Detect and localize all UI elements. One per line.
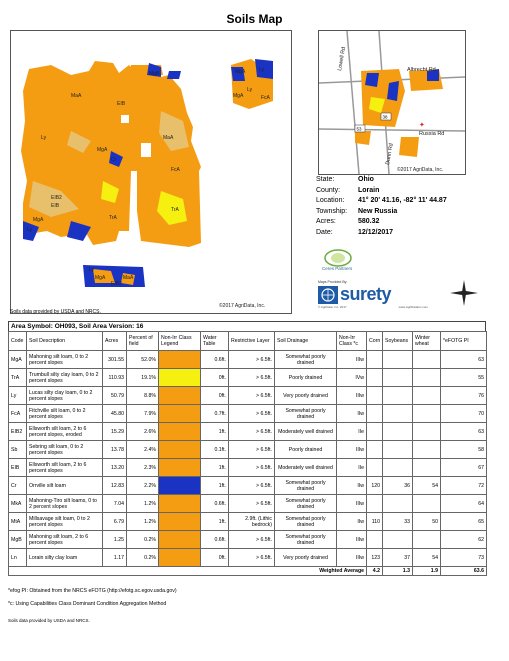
map-label: EIB	[117, 101, 126, 107]
cell-class: IIIw	[337, 387, 367, 405]
cell-restrict: > 6.5ft.	[229, 549, 275, 567]
col-header: Soil Description	[27, 332, 103, 351]
cell-water: 0ft.	[201, 387, 229, 405]
cell-drainage: Somewhat poorly drained	[275, 405, 337, 423]
cell-class: IIw	[337, 477, 367, 495]
cell-corn	[367, 459, 383, 477]
map-label: Ly	[89, 267, 95, 273]
road-label: Dunn Rd	[385, 142, 395, 166]
cell-desc: Fitchville silt loam, 0 to 2 percent slopes	[27, 405, 103, 423]
map-label: FcA	[261, 95, 270, 101]
legend-swatch	[159, 495, 201, 513]
cell-acres: 1.25	[103, 531, 127, 549]
cell-pi: 67	[441, 459, 487, 477]
cell-acres: 12.83	[103, 477, 127, 495]
cell-class: IIe	[337, 423, 367, 441]
cell-pct: 8.8%	[127, 387, 159, 405]
table-row	[9, 405, 487, 423]
cell-desc: Millsavage silt loam, 0 to 2 percent slopes	[27, 513, 103, 531]
cell-water: 1ft.	[201, 459, 229, 477]
cell-restrict: > 6.5ft.	[229, 531, 275, 549]
cell-pct: 2.2%	[127, 477, 159, 495]
cell-soy	[383, 405, 413, 423]
state-label: State:	[316, 176, 335, 183]
cell-corn: 110	[367, 513, 383, 531]
cell-class: IIIw	[337, 441, 367, 459]
loc-map-copyright: ©2017 AgriData, Inc.	[397, 167, 444, 173]
cell-water: 0ft.	[201, 369, 229, 387]
cell-pi: 64	[441, 495, 487, 513]
road-label: Lowell Rd	[337, 46, 348, 72]
legend-color	[159, 423, 200, 440]
cell-desc: Lucas silty clay loam, 0 to 2 percent slopes	[27, 387, 103, 405]
map-label: MgB	[149, 71, 160, 77]
legend-color	[159, 531, 200, 548]
legend-color	[159, 513, 200, 530]
cell-soy	[383, 531, 413, 549]
acres-label: Acres:	[316, 218, 336, 225]
map-label: Ly	[247, 87, 253, 93]
cell-class: IIw	[337, 405, 367, 423]
legend-swatch	[159, 351, 201, 369]
cell-code: Ly	[9, 387, 27, 405]
map-label: Cr	[111, 157, 117, 163]
map-label: MaA	[123, 275, 134, 281]
cell-wheat: 54	[413, 549, 441, 567]
cell-acres: 110.93	[103, 369, 127, 387]
legend-color	[159, 549, 200, 566]
cell-wheat	[413, 387, 441, 405]
cell-wheat	[413, 441, 441, 459]
cell-pct: 2.6%	[127, 423, 159, 441]
cell-code: TrA	[9, 369, 27, 387]
cell-pct: 0.2%	[127, 549, 159, 567]
location-info	[316, 175, 447, 238]
table-header-row	[9, 332, 487, 351]
cell-code: MkA	[9, 495, 27, 513]
cell-code: MgA	[9, 351, 27, 369]
cell-wheat	[413, 423, 441, 441]
table-row	[9, 549, 487, 567]
col-header: Non-Irr Class Legend	[159, 332, 201, 351]
cell-drainage: Very poorly drained	[275, 549, 337, 567]
legend-color	[159, 405, 200, 422]
cell-class: IIw	[337, 513, 367, 531]
legend-swatch	[159, 423, 201, 441]
cell-code: Cr	[9, 477, 27, 495]
soil-table-section	[8, 321, 486, 576]
cell-desc: Ellsworth silt loam, 2 to 6 percent slopes	[27, 459, 103, 477]
location-map	[318, 30, 466, 175]
col-header: Percent of field	[127, 332, 159, 351]
county-value: Lorain	[358, 186, 380, 194]
cell-class: IIIw	[337, 531, 367, 549]
state-value: Ohio	[358, 176, 374, 183]
surety-sub: © AgriData, Inc. 2017	[318, 305, 347, 309]
route-shield: 38	[382, 114, 388, 120]
total-corn: 4.2	[367, 567, 383, 576]
map-copyright: ©2017 AgriData, Inc.	[219, 303, 266, 309]
maps-provided-label: Maps Provided By:	[318, 280, 348, 284]
cell-pi: 70	[441, 405, 487, 423]
cell-class: IIIw	[337, 549, 367, 567]
col-header: Soybeans	[383, 332, 413, 351]
legend-color	[159, 387, 200, 404]
cell-acres: 13.78	[103, 441, 127, 459]
map-label: MgA	[233, 93, 244, 99]
cell-drainage: Poorly drained	[275, 441, 337, 459]
cell-pct: 2.3%	[127, 459, 159, 477]
cell-water: 0.6ft.	[201, 531, 229, 549]
cell-corn	[367, 531, 383, 549]
table-row	[9, 351, 487, 369]
cell-pct: 1.2%	[127, 513, 159, 531]
legend-color	[159, 477, 200, 494]
table-row	[9, 441, 487, 459]
cell-acres: 301.55	[103, 351, 127, 369]
cell-soy	[383, 351, 413, 369]
soils-map	[10, 30, 292, 314]
cell-wheat: 50	[413, 513, 441, 531]
location-label: Location:	[316, 197, 345, 204]
cell-water: 1ft.	[201, 513, 229, 531]
location-map-graphic	[319, 31, 465, 174]
cell-restrict: > 6.5ft.	[229, 369, 275, 387]
legend-swatch	[159, 477, 201, 495]
col-header: Winter wheat	[413, 332, 441, 351]
compass-graphic	[446, 278, 482, 308]
cell-wheat	[413, 405, 441, 423]
cell-corn	[367, 387, 383, 405]
cell-acres: 15.29	[103, 423, 127, 441]
acres-value: 580.32	[358, 218, 380, 225]
cell-code: EIB2	[9, 423, 27, 441]
total-soy: 1.3	[383, 567, 413, 576]
route-shield: 53	[356, 126, 362, 132]
map-label: EIB	[51, 203, 60, 209]
cell-pi: 73	[441, 549, 487, 567]
col-header: Acres	[103, 332, 127, 351]
map-label: Ly	[259, 67, 265, 73]
cell-code: MgB	[9, 531, 27, 549]
cell-soy: 33	[383, 513, 413, 531]
legend-swatch	[159, 441, 201, 459]
surety-logo	[318, 280, 436, 314]
legend-color	[159, 351, 200, 368]
map-label: Ly	[27, 227, 33, 233]
cell-water: 0.6ft.	[201, 495, 229, 513]
legend-color	[159, 459, 200, 476]
cell-pi: 65	[441, 513, 487, 531]
cell-wheat	[413, 459, 441, 477]
cell-drainage: Moderately well drained	[275, 459, 337, 477]
location-marker-icon: ✦	[419, 121, 425, 129]
cell-corn: 123	[367, 549, 383, 567]
legend-swatch	[159, 549, 201, 567]
cell-corn	[367, 423, 383, 441]
partner-logo	[318, 248, 358, 272]
cell-acres: 45.80	[103, 405, 127, 423]
cell-soy: 37	[383, 549, 413, 567]
cell-soy	[383, 495, 413, 513]
cell-restrict: > 6.5ft.	[229, 495, 275, 513]
soils-map-graphic	[11, 31, 291, 313]
compass-rose-icon	[446, 278, 482, 308]
cell-code: Sb	[9, 441, 27, 459]
cell-code: Ln	[9, 549, 27, 567]
map-label: EIB2	[111, 281, 122, 287]
cell-class: IVw	[337, 369, 367, 387]
cell-drainage: Poorly drained	[275, 369, 337, 387]
cell-corn	[367, 351, 383, 369]
cell-pi: 55	[441, 369, 487, 387]
footnote-source: Soils data provided by USDA and NRCS.	[8, 618, 90, 623]
total-wheat: 1.9	[413, 567, 441, 576]
table-row	[9, 423, 487, 441]
legend-color	[159, 441, 200, 458]
partner-name: Ceres Partners	[322, 266, 353, 271]
cell-corn	[367, 441, 383, 459]
col-header: Restrictive Layer	[229, 332, 275, 351]
legend-swatch	[159, 369, 201, 387]
township-value: New Russia	[358, 207, 398, 215]
col-header: *eFOTG PI	[441, 332, 487, 351]
data-source-note: Soils data provided by USDA and NRCS.	[10, 309, 101, 315]
map-label: MgA	[97, 147, 108, 153]
legend-color	[159, 495, 200, 512]
map-label: MaA	[163, 135, 174, 141]
cell-desc: Mahoning silt loam, 0 to 2 percent slopes	[27, 351, 103, 369]
cell-drainage: Somewhat poorly drained	[275, 477, 337, 495]
map-label: MgA	[33, 217, 44, 223]
cell-restrict: > 6.5ft.	[229, 459, 275, 477]
legend-swatch	[159, 513, 201, 531]
cell-water: 1ft.	[201, 423, 229, 441]
location-value: 41° 20' 41.16, -82° 11' 44.87	[358, 197, 447, 204]
cell-desc: Trumbull silty clay loam, 0 to 2 percent slopes	[27, 369, 103, 387]
surety-globe-icon	[318, 286, 338, 304]
cell-desc: Lorain silty clay loam	[27, 549, 103, 567]
table-row	[9, 495, 487, 513]
cell-pct: 7.9%	[127, 405, 159, 423]
cell-drainage: Somewhat poorly drained	[275, 513, 337, 531]
cell-code: EIB	[9, 459, 27, 477]
cell-restrict: > 6.5ft.	[229, 351, 275, 369]
footnote-efotg: *efog PI: Obtained from the NRCS eFOTG (http://efotg.sc.egov.usda.gov)	[8, 588, 177, 594]
cell-code: FcA	[9, 405, 27, 423]
cell-drainage: Somewhat poorly drained	[275, 351, 337, 369]
cell-class: IIIw	[337, 495, 367, 513]
cell-acres: 7.04	[103, 495, 127, 513]
legend-swatch	[159, 405, 201, 423]
footnote-class: *c: Using Capabilities Class Dominant Condition Aggregation Method	[8, 601, 167, 607]
cell-desc: Sebring silt loam, 0 to 2 percent slopes	[27, 441, 103, 459]
cell-drainage: Very poorly drained	[275, 387, 337, 405]
cell-pct: 19.1%	[127, 369, 159, 387]
map-label: MgA	[235, 69, 246, 75]
cell-water: 0.6ft.	[201, 351, 229, 369]
cell-desc: Ellsworth silt loam, 2 to 6 percent slopes, eroded	[27, 423, 103, 441]
date-value: 12/12/2017	[358, 228, 394, 236]
cell-water: 0.7ft.	[201, 405, 229, 423]
total-pi: 63.6	[441, 567, 487, 576]
cell-wheat	[413, 531, 441, 549]
cell-restrict: > 6.5ft.	[229, 423, 275, 441]
date-label: Date:	[316, 228, 333, 236]
cell-corn: 120	[367, 477, 383, 495]
cell-wheat	[413, 495, 441, 513]
cell-pi: 76	[441, 387, 487, 405]
township-label: Township:	[316, 207, 348, 215]
table-row	[9, 513, 487, 531]
cell-class: IIIw	[337, 351, 367, 369]
legend-swatch	[159, 387, 201, 405]
surety-wordmark: surety	[340, 284, 392, 304]
cell-pi: 63	[441, 351, 487, 369]
cell-class: IIe	[337, 459, 367, 477]
cell-desc: Orrville silt loam	[27, 477, 103, 495]
col-header: Soil Drainage	[275, 332, 337, 351]
cell-desc: Mahoning-Tiro silt loams, 0 to 2 percent slopes	[27, 495, 103, 513]
cell-soy	[383, 441, 413, 459]
road-label: Albrecht Rd	[407, 67, 436, 73]
cell-soy	[383, 387, 413, 405]
cell-pct: 2.4%	[127, 441, 159, 459]
col-header: Water Table	[201, 332, 229, 351]
cell-acres: 13.20	[103, 459, 127, 477]
map-label: MgA	[95, 275, 106, 281]
table-row	[9, 387, 487, 405]
cell-drainage: Somewhat poorly drained	[275, 531, 337, 549]
cell-corn	[367, 495, 383, 513]
cell-pct: 0.2%	[127, 531, 159, 549]
table-row	[9, 531, 487, 549]
cell-pi: 72	[441, 477, 487, 495]
cell-restrict: > 6.5ft.	[229, 387, 275, 405]
col-header: Non-Irr Class *c	[337, 332, 367, 351]
cell-restrict: > 6.5ft.	[229, 441, 275, 459]
cell-pi: 62	[441, 531, 487, 549]
cell-restrict: > 6.5ft.	[229, 477, 275, 495]
weighted-average-row	[9, 567, 487, 576]
cell-wheat	[413, 351, 441, 369]
map-label: TrA	[109, 215, 117, 221]
map-label: EIB2	[51, 195, 62, 201]
map-label: FcA	[171, 167, 180, 173]
cell-acres: 6.79	[103, 513, 127, 531]
cell-acres: 1.17	[103, 549, 127, 567]
table-row	[9, 369, 487, 387]
road-label: Russia Rd	[419, 131, 445, 137]
cell-desc: Mahoning silt loam, 2 to 6 percent slopes	[27, 531, 103, 549]
cell-pct: 52.0%	[127, 351, 159, 369]
cell-pi: 63	[441, 423, 487, 441]
cell-water: 0.1ft.	[201, 441, 229, 459]
surety-url: www.AgriDataInc.com	[398, 305, 428, 309]
soil-table	[8, 331, 487, 576]
cell-restrict: 2.9ft. (Lithic bedrock)	[229, 513, 275, 531]
legend-swatch	[159, 459, 201, 477]
cell-soy	[383, 369, 413, 387]
cell-code: MtA	[9, 513, 27, 531]
partner-logo-graphic	[318, 248, 358, 272]
cell-wheat	[413, 369, 441, 387]
area-symbol: Area Symbol: OH093, Soil Area Version: 16	[8, 321, 486, 331]
map-label: Ly	[41, 135, 47, 141]
cell-soy	[383, 423, 413, 441]
cell-pct: 1.2%	[127, 495, 159, 513]
cell-pi: 58	[441, 441, 487, 459]
cell-acres: 50.79	[103, 387, 127, 405]
weighted-average-label: Weighted Average	[9, 567, 367, 576]
cell-drainage: Somewhat poorly drained	[275, 495, 337, 513]
cell-soy	[383, 459, 413, 477]
table-row	[9, 477, 487, 495]
cell-water: 1ft.	[201, 477, 229, 495]
map-label: MaA	[71, 93, 82, 99]
county-label: County:	[316, 186, 341, 194]
cell-corn	[367, 405, 383, 423]
cell-water: 0ft.	[201, 549, 229, 567]
col-header: Corn	[367, 332, 383, 351]
table-row	[9, 459, 487, 477]
cell-soy: 36	[383, 477, 413, 495]
cell-drainage: Moderately well drained	[275, 423, 337, 441]
cell-wheat: 54	[413, 477, 441, 495]
legend-swatch	[159, 531, 201, 549]
col-header: Code	[9, 332, 27, 351]
page-title: Soils Map	[226, 12, 283, 26]
legend-color	[159, 369, 200, 386]
map-label: TrA	[171, 207, 179, 213]
cell-restrict: > 6.5ft.	[229, 405, 275, 423]
cell-corn	[367, 369, 383, 387]
